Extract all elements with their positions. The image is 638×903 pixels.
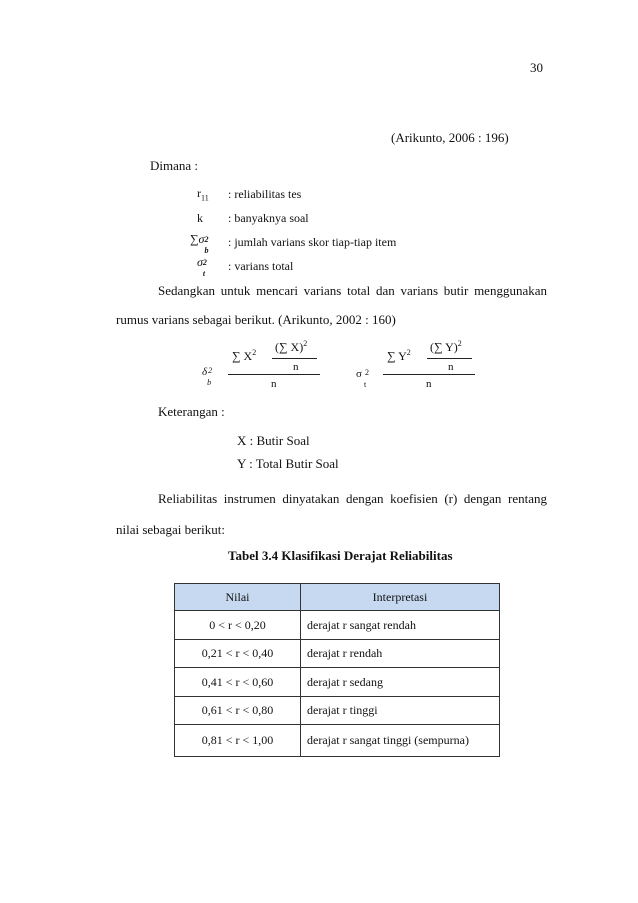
formula-t-outer-denominator: n	[426, 378, 432, 390]
table-header-row	[175, 584, 500, 611]
table-cell-nilai: 0,61 < r < 0,80	[175, 697, 301, 725]
table-header-nilai: Nilai	[175, 584, 301, 611]
formula-t-inner-fraction-bar	[427, 358, 472, 359]
formula-b-outer-denominator: n	[271, 378, 277, 390]
table-cell-interpretasi: derajat r sangat rendah	[301, 611, 500, 640]
keterangan-label: Keterangan :	[158, 404, 225, 419]
definition-desc: : banyaknya soal	[228, 211, 309, 225]
dimana-label: Dimana :	[150, 158, 199, 173]
formula-b-inner-fraction-bar	[272, 358, 317, 359]
keterangan-item-x: X : Butir Soal	[237, 433, 310, 448]
table-cell-nilai: 0,81 < r < 1,00	[175, 725, 301, 757]
definition-symbol-sigma-t: σ 2 t	[197, 255, 207, 278]
table-row	[175, 725, 500, 757]
formula-t-inner-numerator: (∑ Y)$^2$	[430, 339, 462, 354]
formula-b-sum-term: ∑ $X^2$	[232, 348, 257, 363]
table-cell-nilai: 0 < r < 0,20	[175, 611, 301, 640]
definition-desc: : reliabilitas tes	[228, 187, 302, 201]
table-row	[175, 611, 500, 640]
citation: (Arikunto, 2006 : 196)	[391, 130, 509, 145]
table-cell-interpretasi: derajat r rendah	[301, 640, 500, 668]
table-cell-interpretasi: derajat r tinggi	[301, 697, 500, 725]
table-cell-nilai: 0,21 < r < 0,40	[175, 640, 301, 668]
table-row	[175, 668, 500, 697]
table-title: Tabel 3.4 Klasifikasi Derajat Reliabilitas	[228, 548, 453, 563]
formula-b-inner-denominator: n	[293, 361, 299, 373]
definition-desc: : jumlah varians skor tiap-tiap item	[228, 235, 397, 249]
table-cell-interpretasi: derajat r sangat tinggi (sempurna)	[301, 725, 500, 757]
paragraph-1-line-2: rumus varians sebagai berikut. (Arikunto, 2002 : 160)	[116, 312, 396, 327]
page-number: 30	[530, 60, 543, 75]
paragraph-1-line-1: Sedangkan untuk mencari varians total dan varians butir menggunakan	[158, 283, 547, 298]
formula-t-inner-denominator: n	[448, 361, 454, 373]
paragraph-2-line-2: nilai sebagai berikut:	[116, 522, 226, 537]
paragraph-2-line-1: Reliabilitas instrumen dinyatakan dengan koefisien (r) dengan rentang	[158, 491, 547, 506]
definition-symbol-r11: $r_{11}$	[197, 186, 209, 203]
definition-symbol-k: k	[197, 211, 203, 225]
reliability-classification-table	[174, 583, 500, 757]
formula-b-inner-numerator: (∑ X)$^2$	[275, 339, 308, 354]
table-cell-interpretasi: derajat r sedang	[301, 668, 500, 697]
keterangan-item-y: Y : Total Butir Soal	[237, 456, 339, 471]
formula-t-outer-fraction-bar	[383, 374, 475, 375]
formula-b-outer-fraction-bar	[228, 374, 320, 375]
table-row	[175, 697, 500, 725]
definition-symbol-sum-sigma-b: ∑σ 2 b	[190, 232, 209, 255]
formula-b-lhs: δ 2 b	[202, 366, 213, 387]
table-header-interpretasi: Interpretasi	[301, 584, 500, 611]
formula-t-sum-term: ∑ $Y^2$	[387, 348, 411, 363]
formula-t-lhs: σ 2 t	[356, 368, 369, 389]
definition-desc: : varians total	[228, 259, 294, 273]
table-row	[175, 640, 500, 668]
table-cell-nilai: 0,41 < r < 0,60	[175, 668, 301, 697]
